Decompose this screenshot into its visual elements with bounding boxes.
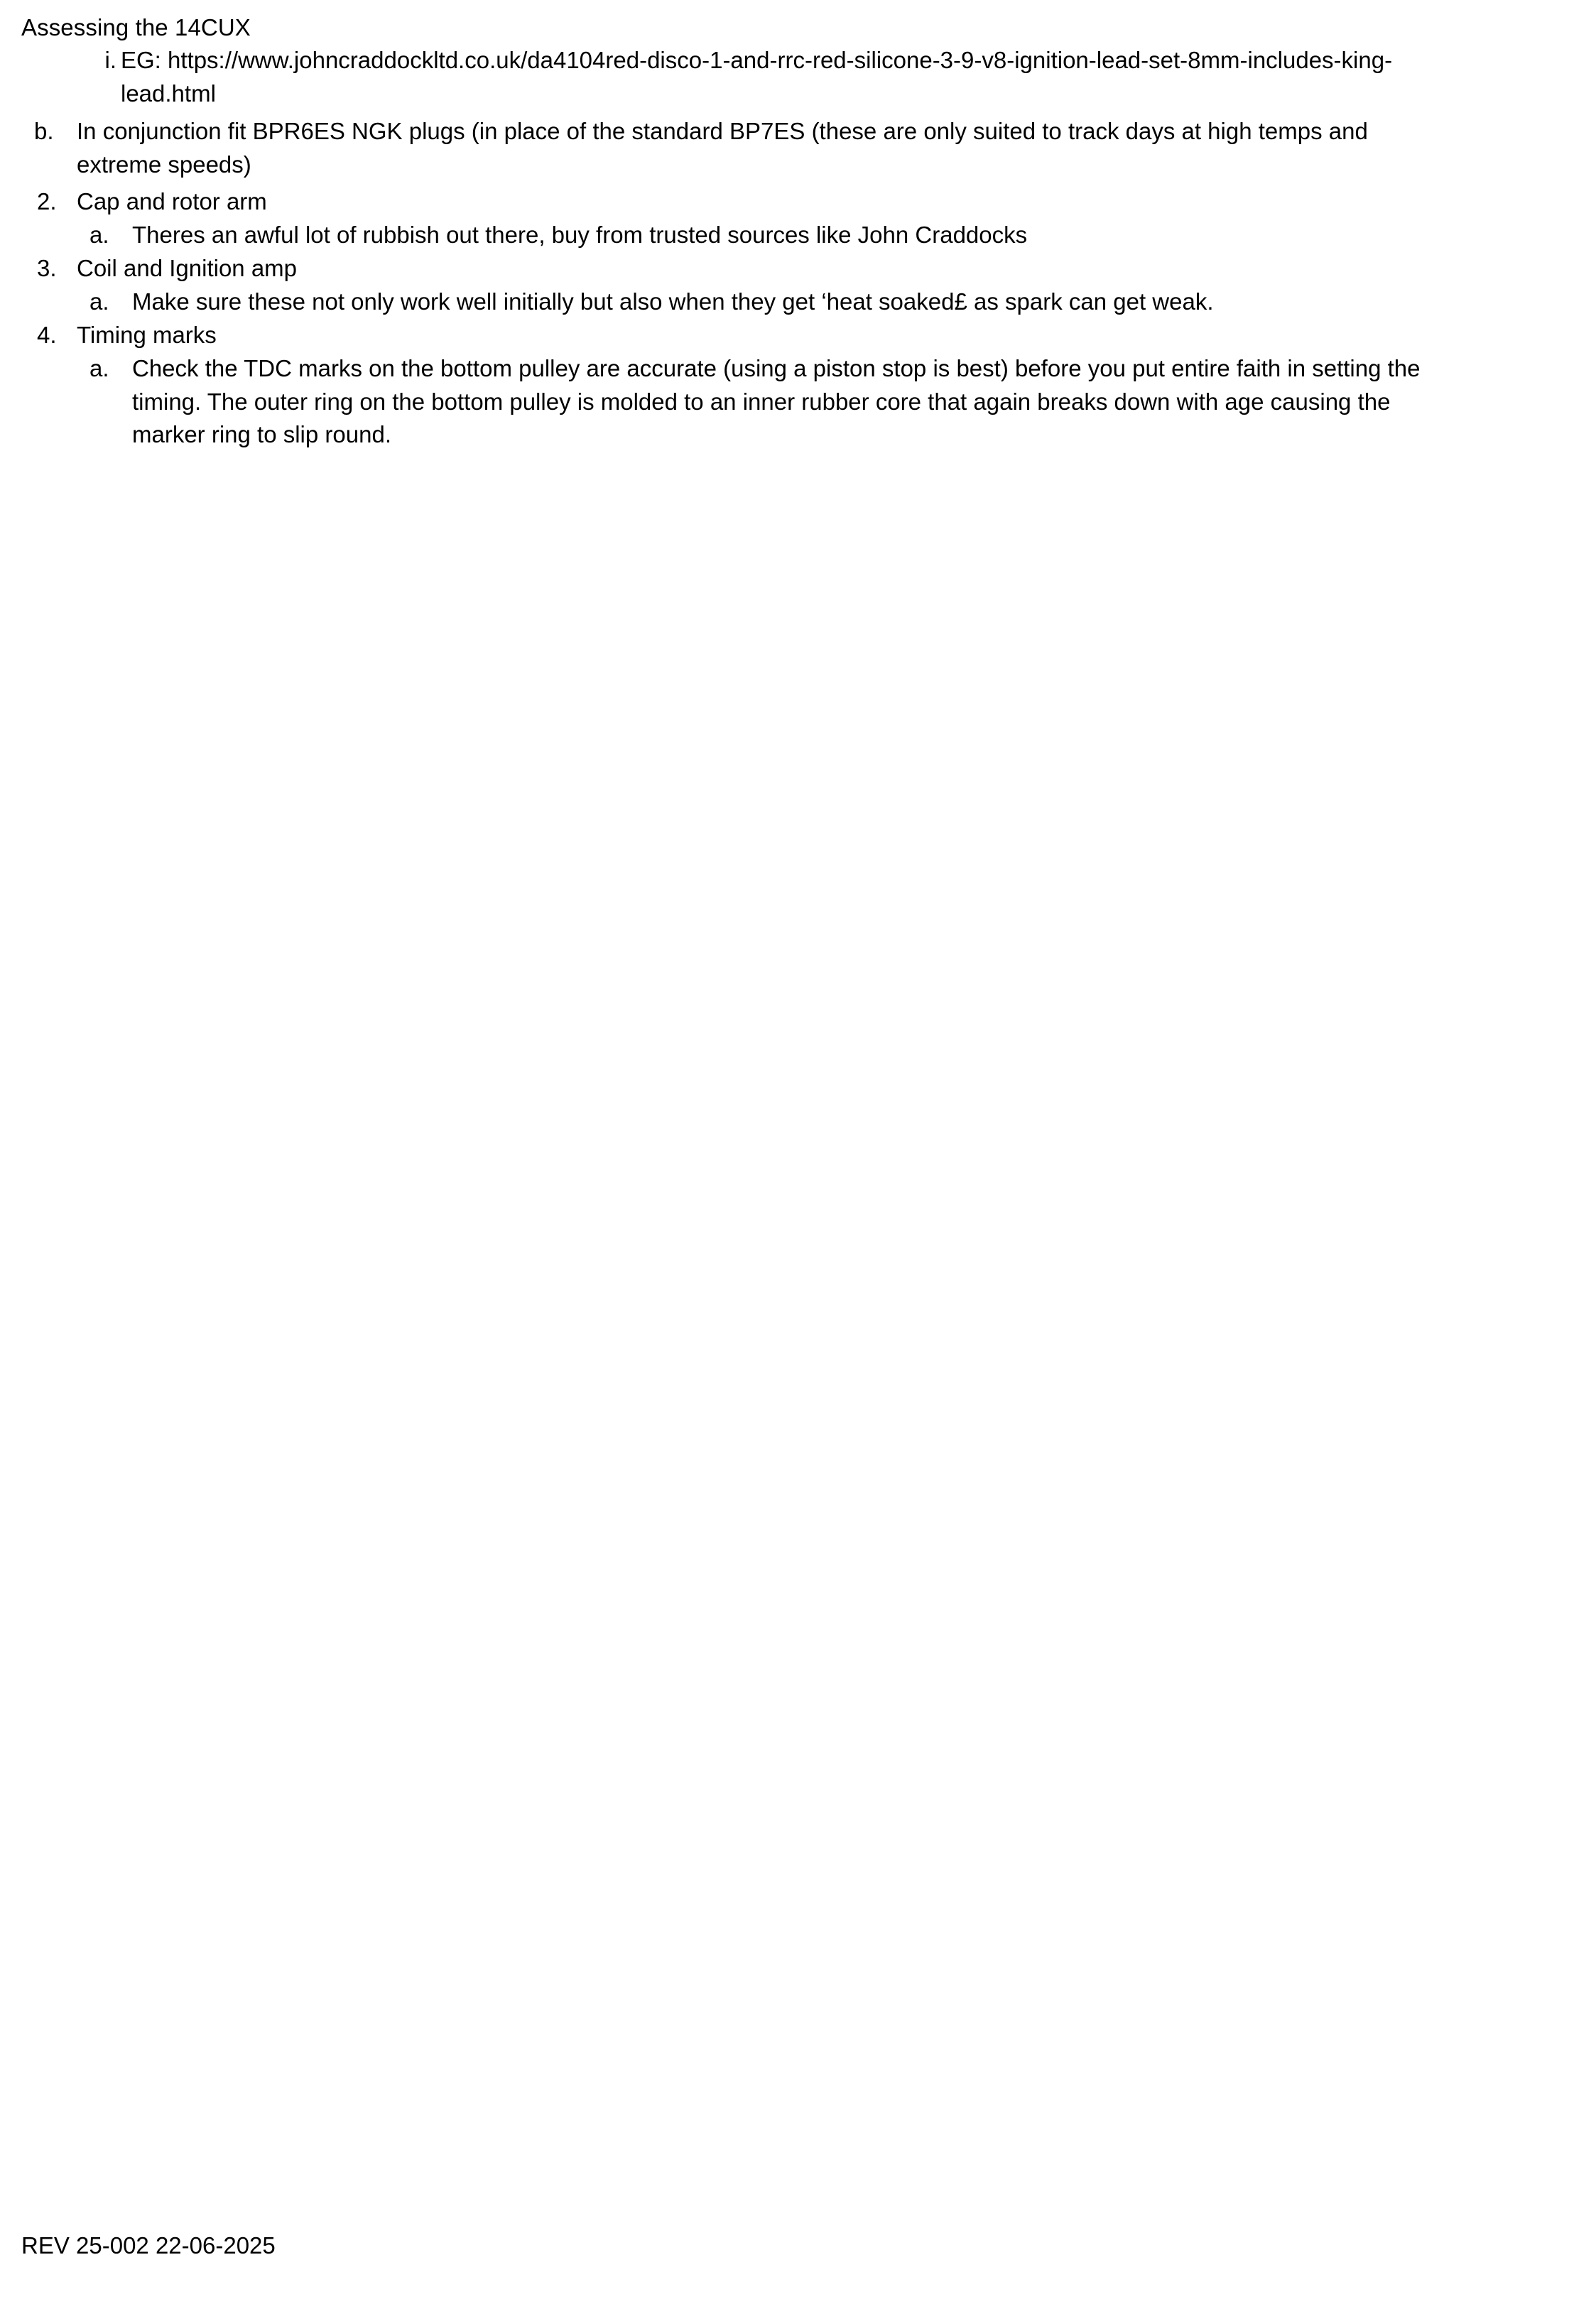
- list-item: [77, 352, 1553, 452]
- list-item-4: [21, 319, 1553, 452]
- list-item-text-link: EG: https://www.johncraddockltd.co.uk/da4104red-disco-1-and-rrc-red-silicone-3-9-v8-ignition-lead-set-8mm-includes-king-lead.html: [121, 47, 1393, 107]
- list-marker-2a: a.: [89, 222, 109, 249]
- page-header-title: Assessing the 14CUX: [21, 14, 251, 40]
- list-item-text-2a: Theres an awful lot of rubbish out there, buy from trusted sources like John Craddocks: [132, 222, 1028, 249]
- sublist-3: [77, 286, 1553, 319]
- list-item: [21, 115, 1553, 182]
- document-body: [21, 44, 1553, 452]
- list-item: [77, 44, 1553, 111]
- sublist-4: [77, 352, 1553, 452]
- roman-sublist: [77, 44, 1553, 111]
- sublist-1: [21, 115, 1553, 182]
- sublist-2: [77, 219, 1553, 252]
- continued-sublist: [21, 44, 1553, 111]
- list-marker-3a: a.: [89, 288, 109, 315]
- list-item-text-3: Coil and Ignition amp: [77, 255, 298, 282]
- list-marker-4: 4.: [37, 321, 57, 348]
- list-marker-3: 3.: [37, 255, 57, 282]
- list-item: [77, 219, 1553, 252]
- list-marker-roman-i: i.: [104, 47, 116, 73]
- list-item-3: [21, 252, 1553, 319]
- list-item: [21, 44, 1553, 111]
- list-marker-1b: b.: [34, 117, 54, 144]
- list-item-2: [21, 185, 1553, 252]
- list-marker-4a: a.: [89, 354, 109, 381]
- list-item-text-3a: Make sure these not only work well initially but also when they get ‘heat soaked£ as spark can get weak.: [132, 288, 1214, 315]
- list-item: [77, 286, 1553, 319]
- list-item-text-2: Cap and rotor arm: [77, 188, 267, 215]
- list-marker-2: 2.: [37, 188, 57, 215]
- list-item-text-4a: Check the TDC marks on the bottom pulley are accurate (using a piston stop is best) before you put entire faith in setting the timing. The outer ring on the bottom pulley is molded to an inner rubber core that again breaks down with age causing the marker ring to slip round.: [132, 354, 1421, 448]
- list-item-text-4: Timing marks: [77, 321, 217, 348]
- main-numbered-list: [21, 185, 1553, 452]
- list-item-text-1b: In conjunction fit BPR6ES NGK plugs (in place of the standard BP7ES (these are only suited to track days at high temps and extreme speeds): [77, 117, 1368, 178]
- page-footer-revision: REV 25-002 22-06-2025: [21, 2232, 276, 2259]
